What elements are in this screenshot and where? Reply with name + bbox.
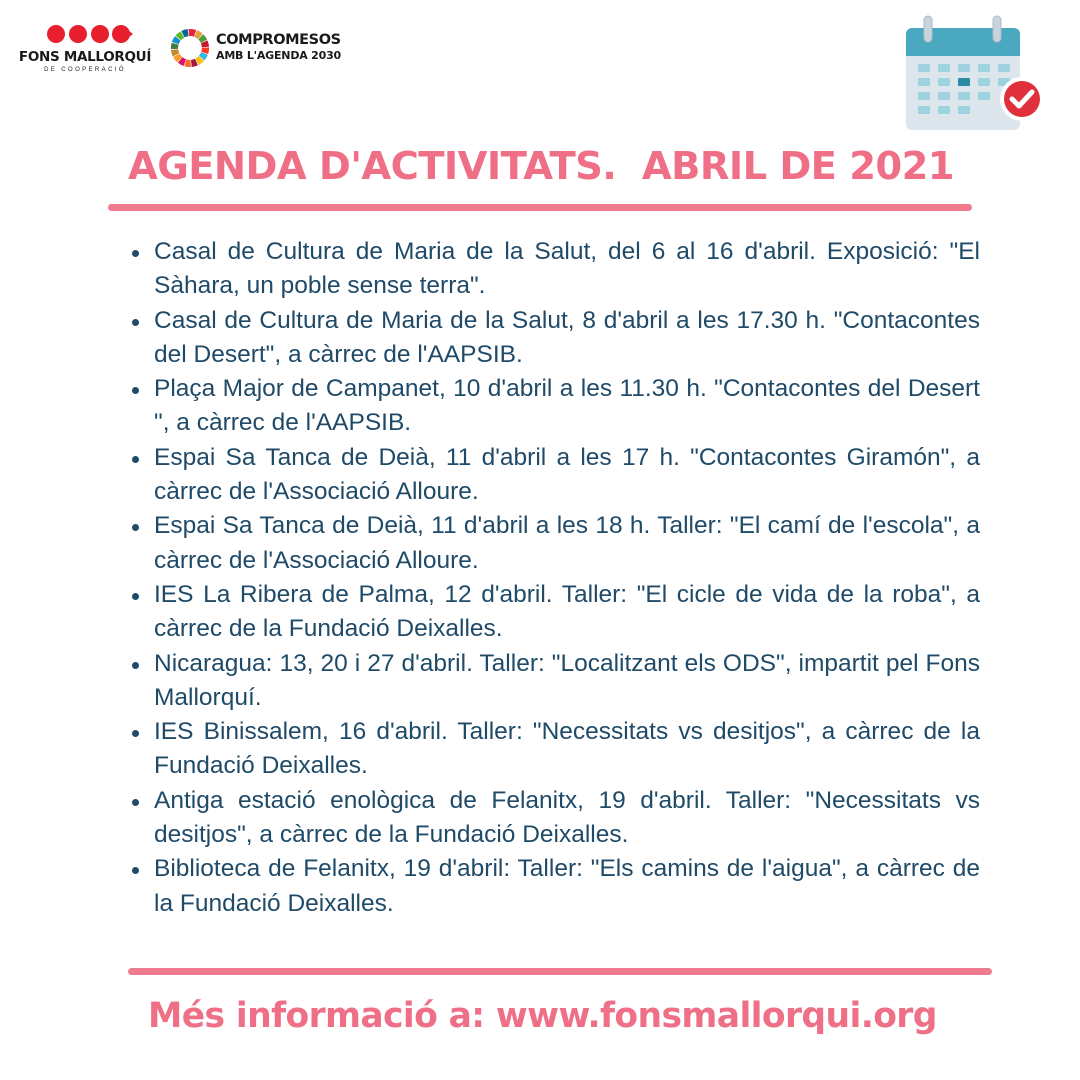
sdg-logo-line1: COMPROMESOS	[216, 32, 341, 48]
list-item	[132, 441, 980, 510]
list-item	[132, 235, 980, 304]
activity-text: Antiga estació enològica de Felanitx, 19 d'abril. Taller: "Necessitats vs desitjos", a càrrec de la Fundació Deixalles.	[154, 786, 980, 849]
list-item	[132, 784, 980, 853]
bullet-icon	[132, 524, 139, 531]
footer-divider	[128, 968, 992, 975]
bullet-icon	[132, 387, 139, 394]
page-title: AGENDA D'ACTIVITATS. ABRIL DE 2021	[128, 144, 954, 189]
activity-list	[132, 235, 980, 921]
logo-name: FONS MALLORQUÍ	[18, 49, 152, 65]
activity-text: Casal de Cultura de Maria de la Salut, del 6 al 16 d'abril. Exposició: "El Sàhara, un poble sense terra".	[154, 238, 980, 300]
bullet-icon	[132, 250, 139, 257]
calendar-check-icon	[898, 12, 1046, 134]
list-item	[132, 852, 980, 921]
activity-text: Casal de Cultura de Maria de la Salut, 8 d'abril a les 17.30 h. "Contacontes del Desert", a càrrec de l'AAPSIB.	[154, 306, 980, 368]
fons-mallorqui-logo	[18, 24, 152, 80]
bullet-icon	[132, 867, 139, 874]
activity-text: IES La Ribera de Palma, 12 d'abril. Taller: "El cicle de vida de la roba", a càrrec de la Fundació Deixalles.	[154, 580, 980, 643]
sdg-logo-text	[216, 33, 341, 63]
sdg-logo-line2: AMB L'AGENDA 2030	[216, 49, 342, 62]
logo-dots-icon	[46, 24, 134, 44]
list-item	[132, 715, 980, 784]
title-divider	[108, 204, 972, 211]
sdg-wheel-icon	[170, 28, 210, 68]
list-item	[132, 372, 980, 441]
activity-text: Espai Sa Tanca de Deià, 11 d'abril a les 17 h. "Contacontes Giramón", a càrrec de l'Associació Alloure.	[154, 443, 980, 506]
bullet-icon	[132, 662, 139, 669]
bullet-icon	[132, 319, 139, 326]
activity-text: Nicaragua: 13, 20 i 27 d'abril. Taller: "Localitzant els ODS", impartit pel Fons Mallorquí.	[154, 649, 980, 711]
list-item	[132, 647, 980, 716]
logo-subtitle: DE COOPERACIÓ	[44, 67, 126, 73]
bullet-icon	[132, 730, 139, 737]
activity-text: Plaça Major de Campanet, 10 d'abril a les 11.30 h. "Contacontes del Desert ", a càrrec de l'AAPSIB.	[154, 375, 980, 437]
list-item	[132, 304, 980, 373]
more-info-footer: Més informació a: www.fonsmallorqui.org	[148, 996, 937, 1036]
agenda-2030-logo	[170, 28, 340, 68]
activity-text: Espai Sa Tanca de Deià, 11 d'abril a les 18 h. Taller: "El camí de l'escola", a càrrec de l'Associació Alloure.	[154, 512, 980, 574]
list-item	[132, 578, 980, 647]
activity-text: Biblioteca de Felanitx, 19 d'abril: Taller: "Els camins de l'aigua", a càrrec de la Fundació Deixalles.	[154, 855, 980, 917]
bullet-icon	[132, 799, 139, 806]
activity-text: IES Binissalem, 16 d'abril. Taller: "Necessitats vs desitjos", a càrrec de la Fundació Deixalles.	[154, 718, 980, 780]
bullet-icon	[132, 456, 139, 463]
list-item	[132, 509, 980, 578]
bullet-icon	[132, 593, 139, 600]
